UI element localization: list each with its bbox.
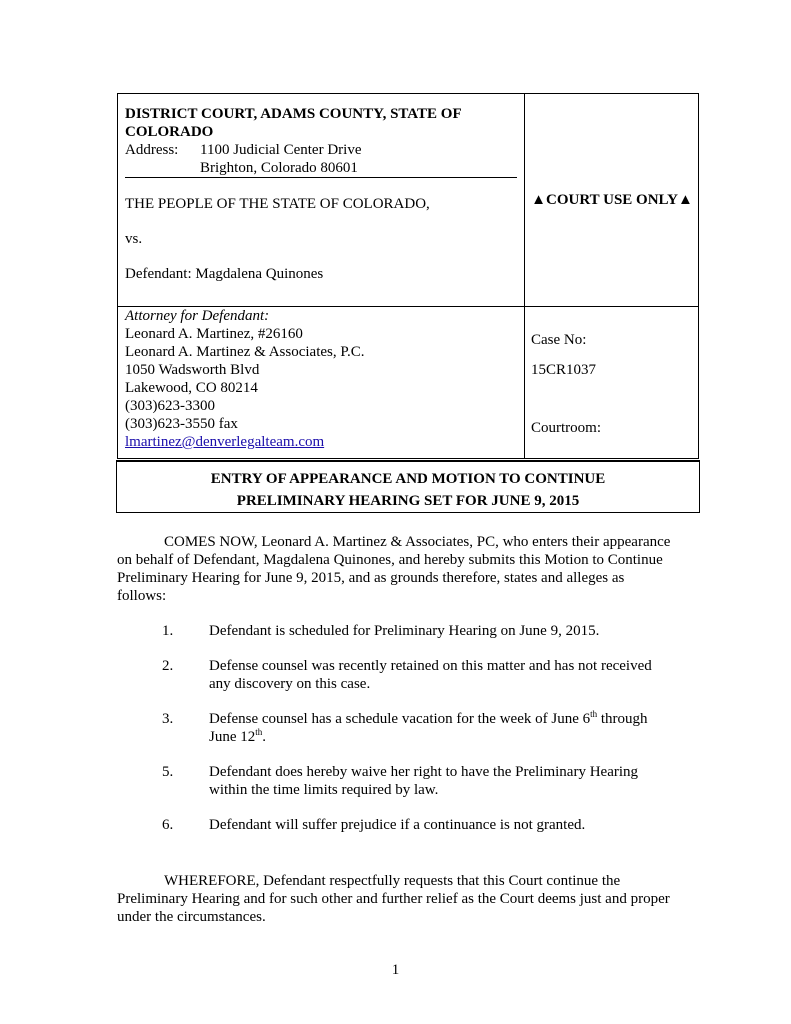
list-item-text-a: Defense counsel has a schedule vacation for the week of June 6 bbox=[209, 711, 591, 727]
attorney-phone: (303)623-3300 bbox=[125, 398, 215, 414]
parties bbox=[125, 195, 430, 283]
list-item-text-b: through June 12 bbox=[209, 711, 648, 745]
list-item bbox=[117, 622, 677, 640]
attorney-title: Attorney for Defendant: bbox=[125, 308, 270, 324]
page-number: 1 bbox=[391, 962, 400, 978]
attorney-city: Lakewood, CO 80214 bbox=[125, 380, 258, 396]
list-item bbox=[117, 816, 677, 834]
case-number: 15CR1037 bbox=[531, 362, 597, 378]
superscript-b: th bbox=[255, 727, 263, 737]
list-item-number: 5. bbox=[162, 764, 174, 780]
attorney-email-link[interactable]: lmartinez@denverlegalteam.com bbox=[125, 434, 325, 450]
address-line1: 1100 Judicial Center Drive bbox=[200, 142, 362, 158]
court-name-line1: DISTRICT COURT, ADAMS COUNTY, STATE OF bbox=[125, 106, 462, 122]
attorney-street: 1050 Wadsworth Blvd bbox=[125, 362, 260, 378]
address-line2: Brighton, Colorado 80601 bbox=[200, 160, 358, 176]
case-info bbox=[531, 331, 601, 437]
list-item-text: Defendant will suffer prejudice if a continuance is not granted. bbox=[209, 817, 586, 833]
wherefore-paragraph: WHEREFORE, Defendant respectfully requests that this Court continue the Preliminary Hearing and for such other and further relief as the Court deems just and proper under the circumstances. bbox=[117, 873, 670, 925]
plaintiff: THE PEOPLE OF THE STATE OF COLORADO, bbox=[125, 196, 430, 212]
case-number-label: Case No: bbox=[531, 332, 587, 348]
court-use-only: ▲COURT USE ONLY▲ bbox=[531, 191, 693, 208]
list-item-text: Defendant does hereby waive her right to have the Preliminary Hearing within the time limits required by law. bbox=[209, 764, 639, 798]
case-caption-box bbox=[117, 93, 699, 459]
intro-paragraph bbox=[117, 533, 677, 605]
superscript-a: th bbox=[590, 709, 598, 719]
attorney-info bbox=[125, 307, 365, 451]
numbered-list bbox=[117, 622, 677, 851]
courtroom-label: Courtroom: bbox=[531, 420, 601, 436]
court-address bbox=[125, 141, 515, 177]
court-info bbox=[125, 105, 515, 177]
list-item-text: Defense counsel was recently retained on this matter and has not received any discovery on this case. bbox=[209, 658, 652, 692]
address-label: Address: bbox=[125, 142, 179, 158]
court-info-underline bbox=[125, 177, 517, 178]
list-item-number: 1. bbox=[162, 623, 174, 639]
intro-text: COMES NOW, Leonard A. Martinez & Associates, PC, who enters their appearance on behalf of Defendant, Magdalena Quinones, and hereby submits this Motion to Continue Preliminary Hearing for June 9, 2015, and as grounds therefore, states and alleges as follows: bbox=[117, 534, 671, 604]
list-item-text: Defendant is scheduled for Preliminary Hearing on June 9, 2015. bbox=[209, 623, 600, 639]
court-name-line2: COLORADO bbox=[125, 124, 214, 140]
attorney-firm: Leonard A. Martinez & Associates, P.C. bbox=[125, 344, 365, 360]
attorney-name: Leonard A. Martinez, #26160 bbox=[125, 326, 303, 342]
motion-title-line1: ENTRY OF APPEARANCE AND MOTION TO CONTINUE bbox=[210, 471, 606, 487]
list-item-number: 6. bbox=[162, 817, 174, 833]
attorney-fax: (303)623-3550 fax bbox=[125, 416, 238, 432]
list-item-number: 2. bbox=[162, 658, 174, 674]
versus: vs. bbox=[125, 231, 143, 247]
list-item bbox=[117, 657, 677, 693]
list-item bbox=[117, 710, 677, 746]
list-item bbox=[117, 763, 677, 799]
list-item-text bbox=[209, 710, 677, 746]
list-item-text-c: . bbox=[262, 729, 267, 745]
motion-title-box bbox=[116, 460, 700, 513]
defendant: Defendant: Magdalena Quinones bbox=[125, 266, 324, 282]
list-item-number: 3. bbox=[162, 711, 174, 727]
motion-title-line2: PRELIMINARY HEARING SET FOR JUNE 9, 2015 bbox=[236, 493, 580, 509]
